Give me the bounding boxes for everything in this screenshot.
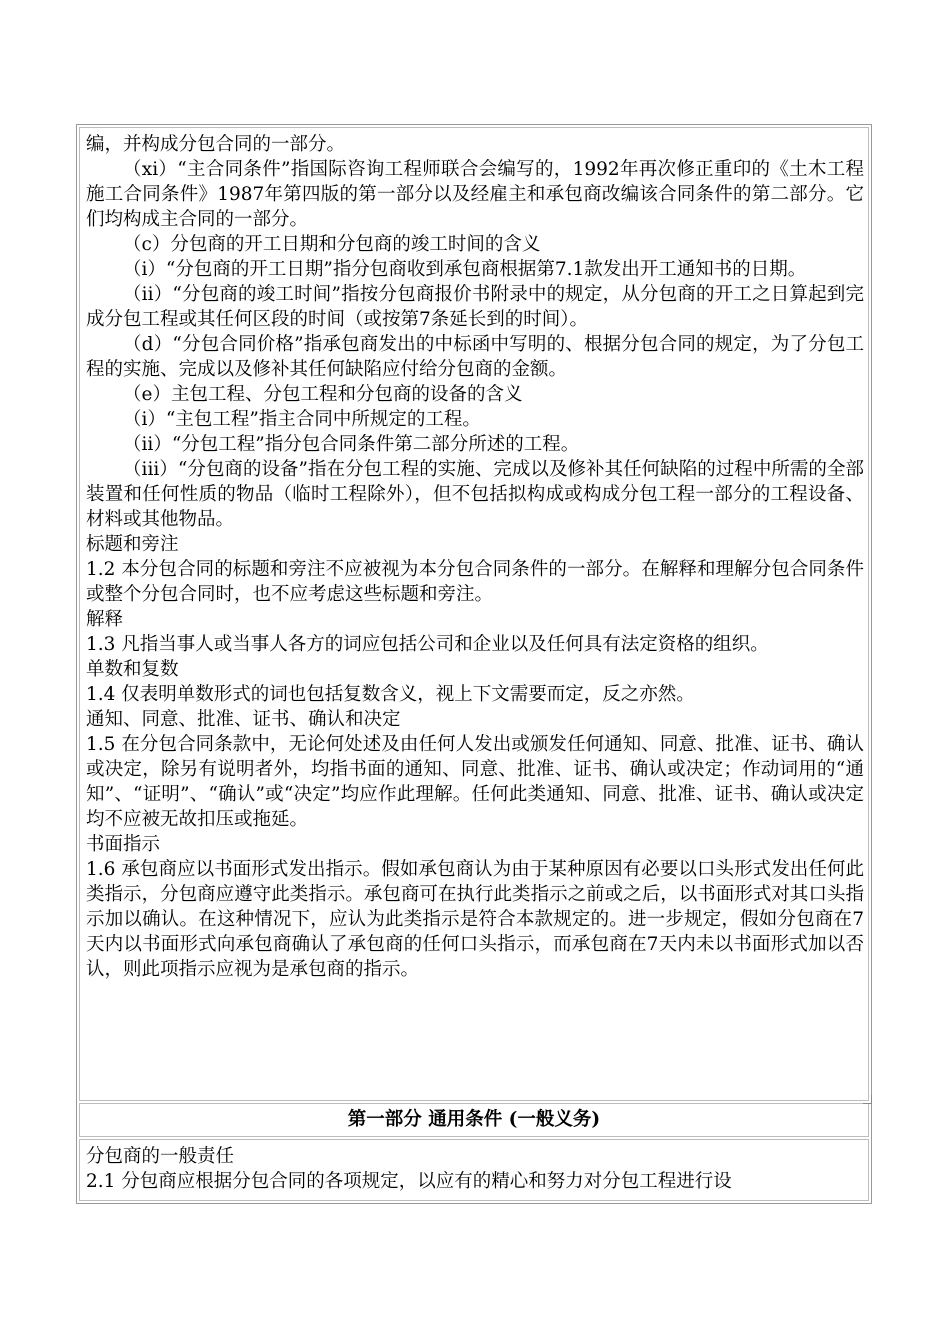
clause-heading: 分包商的一般责任 — [86, 1146, 235, 1167]
section-header-cell — [79, 1103, 869, 1137]
paragraph: （xi）“主合同条件”指国际咨询工程师联合会编写的，1992年再次修正重印的《土木工程施工合同条件》1987年第四版的第一部分以及经雇主和承包商改编该合同条件的第二部分。它们均构成主合同的一部分。 — [86, 159, 864, 230]
paragraph: 解释 — [86, 609, 124, 630]
paragraph: 通知、同意、批准、证书、确认和决定 — [86, 709, 401, 730]
definitions-text — [86, 132, 864, 982]
paragraph: （iii）“分包商的设备”指在分包工程的实施、完成以及修补其任何缺陷的过程中所需的全部装置和任何性质的物品（临时工程除外），但不包括拟构成或构成分包工程一部分的工程设备、材料或其他物品。 — [86, 459, 864, 530]
paragraph: （i）“分包商的开工日期”指分包商收到承包商根据第7.1款发出开工通知书的日期。 — [123, 259, 807, 280]
general-obligations-cell — [79, 1139, 869, 1201]
definitions-cell — [79, 127, 869, 1101]
paragraph: 1.5 在分包合同条款中，无论何处述及由任何人发出或颁发任何通知、同意、批准、证书、确认或决定，除另有说明者外，均指书面的通知、同意、批准、证书、确认或决定；作动词用的“通知”、“证明”、“确认”或“决定”均应作此理解。任何此类通知、同意、批准、证书、确认或决定均不应被无故扣压或拖延。 — [86, 734, 864, 830]
paragraph: 书面指示 — [86, 834, 161, 855]
paragraph: 1.3 凡指当事人或当事人各方的词应包括公司和企业以及任何具有法定资格的组织。 — [86, 634, 769, 655]
cell-end-mark — [863, 1095, 872, 1104]
paragraph: （i）“主包工程”指主合同中所规定的工程。 — [123, 409, 481, 430]
paragraph: （c）分包商的开工日期和分包商的竣工时间的含义 — [123, 234, 541, 255]
paragraph: （d）“分包合同价格”指承包商发出的中标函中写明的、根据分包合同的规定，为了分包工程的实施、完成以及修补其任何缺陷应付给分包商的金额。 — [86, 334, 864, 380]
clause-text: 2.1 分包商应根据分包合同的各项规定，以应有的精心和努力对分包工程进行设 — [86, 1171, 732, 1192]
paragraph: 1.2 本分包合同的标题和旁注不应被视为本分包合同条件的一部分。在解释和理解分包合同条件或整个分包合同时，也不应考虑这些标题和旁注。 — [86, 559, 864, 605]
paragraph: 编，并构成分包合同的一部分。 — [86, 134, 346, 155]
section-header-title: 第一部分 通用条件 (一般义务) — [347, 1109, 601, 1130]
paragraph: 1.4 仅表明单数形式的词也包括复数含义，视上下文需要而定，反之亦然。 — [86, 684, 695, 705]
paragraph: 单数和复数 — [86, 659, 179, 680]
paragraph: 1.6 承包商应以书面形式发出指示。假如承包商认为由于某种原因有必要以口头形式发出任何此类指示，分包商应遵守此类指示。承包商可在执行此类指示之前或之后，以书面形式对其口头指示加以确认。在这种情况下，应认为此类指示是符合本款规定的。进一步规定，假如分包商在7天内以书面形式向承包商确认了承包商的任何口头指示，而承包商在7天内未以书面形式加以否认，则此项指示应视为是承包商的指示。 — [86, 859, 864, 980]
paragraph: 标题和旁注 — [86, 534, 179, 555]
paragraph: （ii）“分包商的竣工时间”指按分包商报价书附录中的规定，从分包商的开工之日算起到完成分包工程或其任何区段的时间（或按第7条延长到的时间）。 — [86, 284, 864, 330]
paragraph: （e）主包工程、分包工程和分包商的设备的含义 — [123, 384, 523, 405]
document-table — [76, 124, 872, 1204]
paragraph: （ii）“分包工程”指分包合同条件第二部分所述的工程。 — [123, 434, 580, 455]
